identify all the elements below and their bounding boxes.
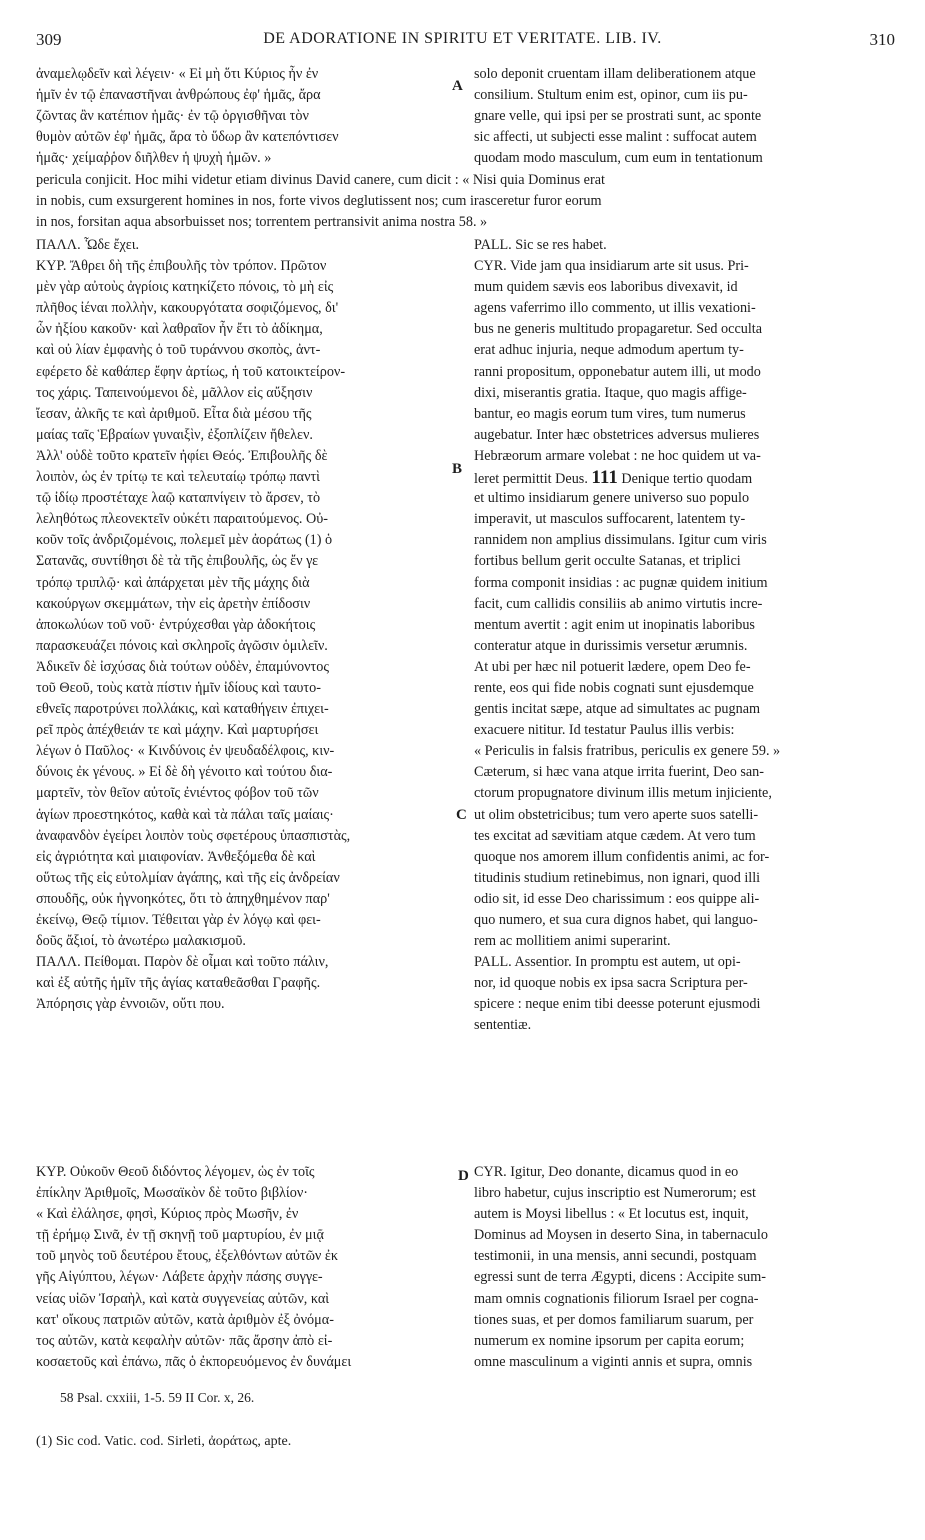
greek-text-line: δοῦς ἄξιοί, τὸ ἀνωτέρω μαλακισμοῦ. (36, 933, 246, 950)
section-marker-d: D (458, 1168, 469, 1184)
latin-text-line: facit, cum callidis consiliis ab animo virtutis incre- (474, 595, 763, 612)
greek-text-line: παρασκευάζει πόνοις καὶ σκληροῖς ἀγῶσιν ὁμιλεῖν. (36, 637, 328, 654)
greek-text-line: οὕτως τῆς εἰς εὐτολμίαν ἀγάπης, καὶ τῆς εἰς ἀνδρείαν (36, 869, 340, 886)
page-number-right: 310 (869, 30, 895, 49)
latin-text-line: egressi sunt de terra Ægypti, dicens : Accipite sum- (474, 1269, 766, 1286)
greek-text-line: « Καὶ ἐλάλησε, φησὶ, Κύριος πρὸς Μωσῆν, ἐν (36, 1206, 299, 1223)
greek-text-line: λεληθότως πλεονεκτεῖν οὐκέτι παραιτούμενος. Οὐ- (36, 511, 328, 528)
latin-text-line: sic affecti, ut subjecti esse malint : suffocat autem (474, 129, 757, 146)
latin-text-line: erat adhuc injuria, neque admodum apertum ty- (474, 342, 744, 359)
greek-text-line: ΠΑΛΛ. Ὧδε ἔχει. (36, 237, 140, 253)
latin-text-line: bus ne generis multitudo propagaretur. Sed occulta (474, 321, 763, 338)
latin-text-line: dixi, miserantis gratia. Itaque, quo magis affige- (474, 384, 747, 401)
latin-text-line: ut olim obstetricibus; tum vero aperte suos satelli- (474, 806, 759, 823)
latin-text-line: Cæterum, si hæc vana atque irrita fuerint, Deo san- (474, 764, 764, 781)
latin-text-line: augebatur. Inter hæc obstetrices adversus mulieres (474, 426, 760, 443)
latin-text-line: tiones suas, et per domos familiarum suarum, per (474, 1311, 754, 1328)
latin-text-line: At ubi per hæc nil potuerit lædere, opem Deo fe- (474, 658, 751, 675)
latin-text-line: tes excitat ad sævitiam atque cædem. At vero tum (474, 827, 756, 844)
greek-text-line: τῷ ἰδίῳ προστέταχε λαῷ καταπνίγειν τὸ ἄρσεν, τὸ (36, 490, 321, 507)
greek-text-line: ἐπίκλην Ἀριθμοῖς, Μωσαϊκὸν δὲ τοῦτο βιβλίον· (36, 1185, 308, 1202)
latin-column-main (474, 235, 890, 1037)
greek-column-top (36, 64, 448, 169)
greek-column-main (36, 235, 448, 1015)
full-width-text-line: in nos, forsitan aqua absorbuisset nos; torrentem pertransivit anima nostra 58. » (36, 214, 488, 231)
greek-text-line: τοῦ μηνὸς τοῦ δευτέρου ἔτους, ἐξελθόντων αὐτῶν ἐκ (36, 1248, 338, 1265)
latin-text-line: quo numero, et sua cura dignos habet, qui languo- (474, 912, 758, 928)
greek-text-line: κακούργων σκεμμάτων, τὴν εἰς ἀρετὴν ἐπίδοσιν (36, 595, 311, 612)
latin-text-line: imperavit, ut masculos suffocarent, latentem ty- (474, 511, 746, 528)
latin-text-line: « Periculis in falsis fratribus, periculis ex genere 59. » (474, 743, 781, 760)
page-number-left: 309 (36, 30, 62, 49)
latin-text-line: gnare velle, qui ipsi per se prostrati sunt, ac sponte (474, 108, 762, 125)
greek-text-line: τος χάρις. Ταπεινούμενοι δὲ, μᾶλλον εἰς αὔξησιν (36, 384, 313, 401)
greek-text-line: κατ' οἴκους πατριῶν αὐτῶν, κατὰ ἀριθμὸν ἐξ ὀνόμα- (36, 1311, 334, 1328)
latin-text-line: fortibus bellum gerit occulte Satanas, et triplici (474, 553, 741, 570)
latin-text-line: CYR. Igitur, Deo donante, dicamus quod in eo (474, 1164, 739, 1180)
latin-text-line: rem ac mollitiem animi superarint. (474, 933, 671, 950)
latin-text-line: quodam modo masculum, cum eum in tentationum (474, 150, 763, 167)
greek-text-line: εθνεῖς παροτρύνει πολλάκις, καὶ καταθήγειν ἐπιχει- (36, 701, 329, 718)
latin-text-line: exacuere nititur. Id testatur Paulus illis verbis: (474, 722, 735, 739)
greek-text-line: εἰς ἀγριότητα καὶ μιαιφονίαν. Ἀνθεξόμεθα δὲ καὶ (36, 848, 316, 865)
full-width-paragraph (36, 170, 894, 233)
latin-text-line: mentum avertit : agit enim ut inopinatis laboribus (474, 616, 755, 633)
greek-text-line: νείας υἱῶν Ἰσραὴλ, καὶ κατὰ συγγενείας αὐτῶν, καὶ (36, 1290, 330, 1307)
greek-text-line: τος αὐτῶν, κατὰ κεφαλὴν αὐτῶν· πᾶς ἄρσην ἀπὸ εἰ- (36, 1332, 333, 1349)
greek-text-line: τῇ ἐρήμῳ Σινᾶ, ἐν τῇ σκηνῇ τοῦ μαρτυρίου, ἐν μιᾷ (36, 1227, 324, 1244)
greek-text-line: γῆς Αἰγύπτου, λέγων· Λάβετε ἀρχὴν πάσης συγγε- (36, 1269, 323, 1286)
greek-text-line: ΚΥΡ. Οὐκοῦν Θεοῦ διδόντος λέγομεν, ὡς ἐν τοῖς (36, 1164, 315, 1180)
greek-text-line: τοῦ Θεοῦ, τοὺς κατὰ πίστιν ἡμῖν ἰδίους καὶ ταυτο- (36, 679, 321, 696)
latin-text-line: Hebræorum armare volebat : ne hoc quidem ut va- (474, 447, 761, 464)
greek-text-line: δύνοις ἐκ γένους. » Εἰ δὲ δὴ γένοιτο καὶ τούτου δια- (36, 764, 333, 781)
greek-text-line: ΚΥΡ. Ἄθρει δὴ τῆς ἐπιβουλῆς τὸν τρόπον. Πρῶτον (36, 258, 327, 275)
latin-text-line: forma componit insidias : ac pugnæ quidem initium (474, 574, 768, 591)
greek-text-line: ρεῖ πρὸς ἀπέχθειάν τε καὶ μάχην. Καὶ μαρτυρήσει (36, 722, 319, 739)
footnote-variant: (1) Sic cod. Vatic. cod. Sirleti, ἀοράτως, apte. (36, 1434, 292, 1449)
latin-text-line: testimonii, in una mensis, anni secundi, postquam (474, 1248, 757, 1265)
latin-text-line: gentis incitat sæpe, atque ad simultates ac pugnam (474, 701, 761, 718)
latin-text-line: rannidem non amplius dissimulans. Igitur cum viris (474, 532, 767, 549)
greek-text-line: σπουδῆς, οὐκ ἠγνοηκότες, ὅτι τὸ ἀπηχθημένον παρ' (36, 890, 330, 907)
greek-text-line: ζῶντας ἂν κατέπιον ἡμᾶς· ἐν τῷ ὀργισθῆναι τὸν (36, 108, 309, 125)
greek-text-line: μαίας ταῖς Ἑβραίων γυναιξὶν, ἐξοπλίζειν ἤθελεν. (36, 426, 313, 443)
section-marker-a: A (452, 78, 463, 94)
greek-text-line: κοσαετοῦς καὶ ἐπάνω, πᾶς ὁ ἐκπορευόμενος ἐν δυνάμει (36, 1353, 352, 1370)
latin-text-line: mam omnis cognationis filiorum Israel per cogna- (474, 1290, 759, 1307)
full-width-text-line: pericula conjicit. Hoc mihi videtur etiam divinus David canere, cum dicit : « Nisi quia Dominus erat (36, 172, 605, 188)
greek-text-line: ἀποκωλύων τοῦ νοῦ· ἐντρύχεσθαι γὰρ ἀδοκήτοις (36, 616, 316, 633)
latin-text-line: spicere : neque enim tibi deesse poterunt ejusmodi (474, 996, 761, 1013)
latin-text-line: libro habetur, cujus inscriptio est Numerorum; est (474, 1185, 756, 1202)
latin-text-line: solo deponit cruentam illam deliberationem atque (474, 66, 756, 82)
greek-column-bottom (36, 1162, 448, 1373)
latin-text-line: ctorum propugnatore divinum illis metum injiciente, (474, 785, 772, 802)
greek-text-line: θυμὸν αὐτῶν ἐφ' ἡμᾶς, ἄρα τὸ ὕδωρ ἂν κατεπόντισεν (36, 129, 339, 146)
latin-text-line: titudinis studium retinebimus, non ignari, quod illi (474, 869, 761, 886)
greek-text-line: Σατανᾶς, συντίθησι δὲ τὰ τῆς ἐπιβουλῆς, ὡς ἔν γε (36, 553, 319, 570)
greek-text-line: μὲν γὰρ αὐτοὺς ἀγρίοις κατηκίζετο πόνοις, τὸ μὴ εἰς (36, 279, 334, 296)
greek-text-line: καὶ οὐ λίαν ἐμφανὴς ὁ τοῦ τυράννου σκοπὸς, ἀντ- (36, 342, 321, 359)
latin-text-line: Dominus ad Moysen in deserto Sina, in tabernaculo (474, 1227, 768, 1244)
footnote-references: 58 Psal. cxxiii, 1-5. 59 II Cor. x, 26. (60, 1390, 255, 1405)
greek-text-line: μαρτεῖν, τὸν θεῖον αὐτοῖς ἐνιέντος φόβον τοῦ τῶν (36, 785, 319, 802)
greek-text-line: ἀναμελῳδεῖν καὶ λέγειν· « Εἰ μὴ ὅτι Κύριος ἦν ἐν (36, 66, 319, 82)
latin-text-line: numerum ex nomine ipsorum per capita eorum; (474, 1332, 745, 1349)
greek-text-line: λέγων ὁ Παῦλος· « Κινδύνοις ἐν ψευδαδέλφοις, κιν- (36, 743, 335, 760)
greek-text-line: Ἀλλ' οὐδὲ τοῦτο κρατεῖν ἠφίει Θεός. Ἐπιβουλῆς δὲ (36, 447, 328, 464)
latin-text-line: PALL. Assentior. In promptu est autem, ut opi- (474, 954, 741, 971)
latin-text-line: omne masculinum a viginti annis et supra, omnis (474, 1353, 753, 1370)
latin-text-line: PALL. Sic se res habet. (474, 237, 607, 253)
greek-text-line: ἴεσαν, ἀλκῆς τε καὶ ἀριθμοῦ. Εἶτα διὰ μέσου τῆς (36, 405, 312, 422)
greek-text-line: ἡμᾶς· χείμαῤῥον διῆλθεν ἡ ψυχὴ ἡμῶν. » (36, 150, 272, 167)
latin-text-line: sententiæ. (474, 1017, 532, 1034)
latin-line-text: Denique tertio quodam (621, 471, 753, 488)
greek-text-line: λοιπὸν, ὡς ἐν τρίτῳ τε καὶ τελευταίῳ τρόπῳ παντὶ (36, 469, 320, 486)
latin-column-top (474, 64, 890, 169)
greek-text-line: καὶ ἐξ αὐτῆς ἡμῖν τῆς ἁγίας καταθεᾶσθαι Γραφῆς. (36, 975, 321, 992)
latin-column-bottom (474, 1162, 890, 1373)
latin-text-line: odio sit, id esse Deo charissimum : eos quippe ali- (474, 890, 760, 907)
greek-text-line: ἡμῖν ἐν τῷ ἐπαναστῆναι ἀνθρώπους ἐφ' ἡμᾶς, ἄρα (36, 87, 321, 104)
greek-text-line: πλῆθος ἰέναι πολλὴν, κακουργότατα σοφιζόμενος, δι' (36, 300, 339, 317)
greek-text-line: ΠΑΛΛ. Πείθομαι. Παρὸν δὲ οἶμαι καὶ τοῦτο πάλιν, (36, 954, 329, 971)
running-title: DE ADORATIONE IN SPIRITU ET VERITATE. LIB. IV. (263, 30, 662, 47)
latin-line-text: leret permittit Deus. (474, 471, 588, 488)
running-header (0, 30, 925, 60)
section-marker-b: B (452, 461, 463, 477)
latin-text-line: consilium. Stultum enim est, opinor, cum iis pu- (474, 87, 748, 104)
section-marker-c: C (456, 807, 467, 823)
greek-text-line: κοῦν τοῖς ἀνδριζομένοις, πολεμεῖ μὲν ἀοράτως (1) ὁ (36, 532, 333, 549)
greek-text-line: Ἀδικεῖν δὲ ἰσχύσας διὰ τούτων οὐδὲν, ἐπαμύνοντος (36, 658, 329, 675)
greek-text-line: ὧν ἠξίου κακοῦν· καὶ λαθραῖον ἦν ἔτι τὸ ἀδίκημα, (36, 321, 323, 338)
latin-text-line: rente, eos qui fide nobis cognati sunt ejusdemque (474, 679, 754, 696)
greek-text-line: ἐκείνῳ, Θεῷ τίμιον. Τέθειται γὰρ ἐν λόγῳ καὶ φει- (36, 912, 321, 928)
greek-text-line: ἁγίων προεστηκότος, καθὰ καὶ τὰ πάλαι ταῖς μαίαις· (36, 806, 334, 823)
full-width-text-line: in nobis, cum exsurgerent homines in nos, forte vivos deglutissent nos; cum irasceretur furor eorum (36, 193, 602, 210)
latin-text-line: CYR. Vide jam qua insidiarum arte sit usus. Pri- (474, 258, 749, 275)
latin-text-line: conteratur atque in durissimis versetur ærumnis. (474, 637, 748, 654)
greek-text-line: ἀναφανδὸν ἐγείρει λοιπὸν τοὺς σφετέρους ὑπασπιστὰς, (36, 827, 351, 844)
latin-text-line: quoque nos amorem illum confidentis animi, ac for- (474, 848, 770, 865)
latin-line-with-page-marker (474, 467, 890, 488)
latin-text-line: et ultimo insidiarum genere universo suo populo (474, 490, 750, 507)
latin-text-line: ranni propositum, opponebatur autem illi, ut modo (474, 363, 761, 380)
latin-text-line: mum quidem sævis eos laboribus divexavit, id (474, 279, 738, 296)
inline-page-number: 111 (591, 467, 618, 489)
latin-text-line: autem is Moysi libellus : « Et locutus est, inquit, (474, 1206, 749, 1223)
greek-text-line: Ἀπόρησις γὰρ ἐννοιῶν, οὔτι που. (36, 996, 225, 1013)
greek-text-line: εφέρετο δὲ καθάπερ ἔφην ἀρτίως, ἡ τοῦ κατοικτείρον- (36, 363, 346, 380)
latin-text-line: agens vaferrimo illo commento, ut illis vexationi- (474, 300, 756, 317)
latin-text-line: nor, id quoque nobis ex ipsa sacra Scriptura per- (474, 975, 748, 992)
latin-text-line: bantur, eo magis eorum tum vires, tum numerus (474, 405, 746, 422)
greek-text-line: τρόπῳ τριπλῷ· καὶ ἀπάρχεται μὲν τῆς μάχης διὰ (36, 574, 310, 591)
